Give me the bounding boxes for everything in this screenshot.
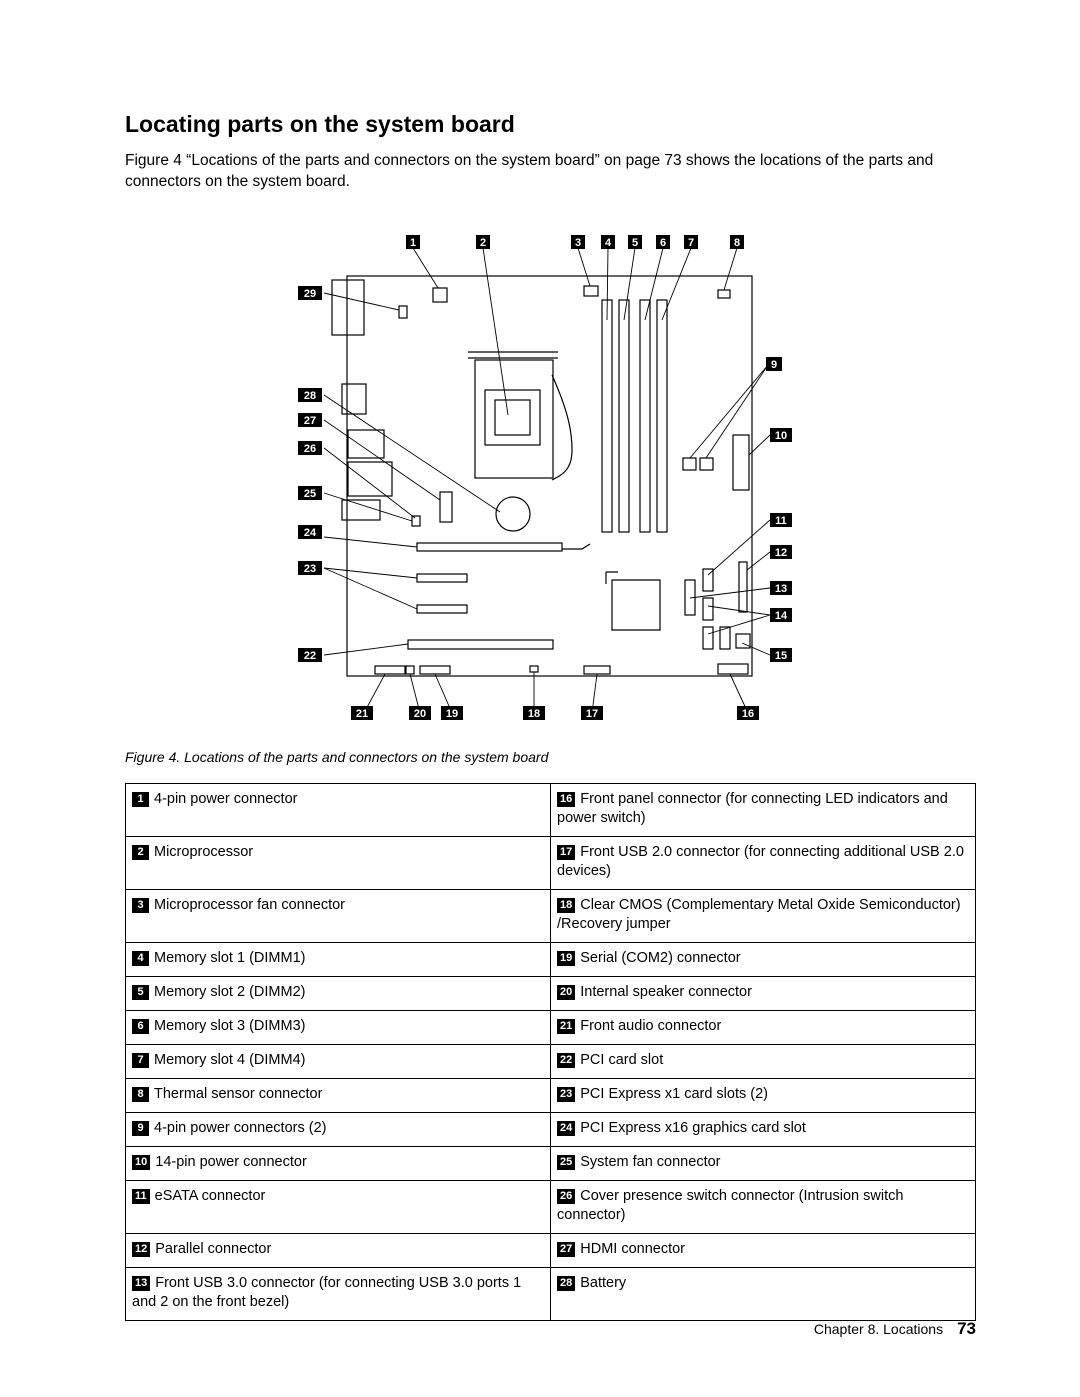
part-description: PCI card slot — [580, 1052, 664, 1068]
part-description: Microprocessor fan connector — [154, 897, 345, 913]
svg-text:6: 6 — [659, 237, 667, 249]
part-cell-left — [126, 1181, 551, 1234]
part-number-badge: 13 — [132, 1276, 150, 1291]
callout-14 — [770, 608, 792, 622]
part-number-badge: 17 — [557, 845, 575, 860]
part-number-badge: 5 — [132, 985, 149, 1000]
part-number-badge: 3 — [132, 898, 149, 913]
page-footer — [814, 1319, 976, 1339]
svg-text:19: 19 — [445, 708, 459, 720]
part-cell-left — [126, 1234, 551, 1268]
part-cell-right — [551, 1268, 976, 1321]
callout-12 — [770, 545, 792, 559]
part-number-badge: 4 — [132, 951, 149, 966]
system-board-diagram — [290, 230, 800, 730]
part-number-badge: 2 — [132, 845, 149, 860]
table-row — [126, 1079, 976, 1113]
svg-text:1: 1 — [409, 237, 417, 249]
part-description: HDMI connector — [580, 1241, 686, 1257]
part-cell-left — [126, 837, 551, 890]
svg-text:7: 7 — [687, 237, 695, 249]
callout-6 — [656, 235, 670, 249]
table-row — [126, 1045, 976, 1079]
svg-text:27: 27 — [303, 415, 317, 427]
part-description: PCI Express x1 card slots (2) — [580, 1086, 768, 1102]
part-description: 14-pin power connector — [155, 1154, 307, 1170]
svg-text:18: 18 — [527, 708, 541, 720]
svg-text:4: 4 — [604, 237, 612, 249]
callout-28 — [298, 388, 322, 402]
part-cell-right — [551, 1011, 976, 1045]
part-description: Front audio connector — [580, 1018, 722, 1034]
part-cell-right — [551, 943, 976, 977]
part-description: Memory slot 2 (DIMM2) — [154, 984, 306, 1000]
part-number-badge: 6 — [132, 1019, 149, 1034]
table-row — [126, 943, 976, 977]
part-description: Clear CMOS (Complementary Metal Oxide Semiconductor) /Recovery jumper — [557, 897, 961, 932]
table-row — [126, 977, 976, 1011]
part-cell-left — [126, 784, 551, 837]
callout-1 — [406, 235, 420, 249]
part-number-badge: 18 — [557, 898, 575, 913]
part-description: Front USB 2.0 connector (for connecting additional USB 2.0 devices) — [557, 844, 964, 879]
part-description: Cover presence switch connector (Intrusion switch connector) — [557, 1188, 904, 1223]
part-description: PCI Express x16 graphics card slot — [580, 1120, 806, 1136]
table-row — [126, 890, 976, 943]
part-cell-right — [551, 1045, 976, 1079]
part-cell-right — [551, 890, 976, 943]
part-cell-right — [551, 1113, 976, 1147]
part-cell-left — [126, 977, 551, 1011]
part-description: 4-pin power connector — [154, 791, 298, 807]
svg-text:10: 10 — [774, 430, 788, 442]
callout-22 — [298, 648, 322, 662]
table-row — [126, 1113, 976, 1147]
part-number-badge: 10 — [132, 1155, 150, 1170]
svg-text:14: 14 — [774, 610, 788, 622]
callout-15 — [770, 648, 792, 662]
part-description: Front USB 3.0 connector (for connecting USB 3.0 ports 1 and 2 on the front bezel) — [132, 1275, 522, 1310]
parts-table — [125, 783, 976, 1321]
part-number-badge: 21 — [557, 1019, 575, 1034]
part-number-badge: 20 — [557, 985, 575, 1000]
svg-text:12: 12 — [774, 547, 788, 559]
callout-5 — [628, 235, 642, 249]
part-number-badge: 26 — [557, 1189, 575, 1204]
callout-7 — [684, 235, 698, 249]
table-row — [126, 837, 976, 890]
part-number-badge: 7 — [132, 1053, 149, 1068]
svg-text:24: 24 — [303, 527, 317, 539]
svg-text:23: 23 — [303, 563, 317, 575]
callout-27 — [298, 413, 322, 427]
footer-chapter: Chapter 8. Locations — [813, 1321, 944, 1337]
callout-4 — [601, 235, 615, 249]
part-description: 4-pin power connectors (2) — [154, 1120, 327, 1136]
svg-text:22: 22 — [303, 650, 317, 662]
svg-text:28: 28 — [303, 390, 317, 402]
svg-text:20: 20 — [413, 708, 427, 720]
part-description: Memory slot 4 (DIMM4) — [154, 1052, 306, 1068]
system-board-figure — [290, 230, 800, 730]
part-number-badge: 16 — [557, 792, 575, 807]
svg-text:8: 8 — [733, 237, 741, 249]
callout-18 — [523, 706, 545, 720]
table-row — [126, 1181, 976, 1234]
callout-3 — [571, 235, 585, 249]
part-cell-left — [126, 1113, 551, 1147]
part-number-badge: 24 — [557, 1121, 575, 1136]
table-row — [126, 1268, 976, 1321]
part-cell-left — [126, 1268, 551, 1321]
part-number-badge: 22 — [557, 1053, 575, 1068]
part-description: Front panel connector (for connecting LED indicators and power switch) — [557, 791, 948, 826]
svg-text:29: 29 — [303, 288, 317, 300]
table-row — [126, 1011, 976, 1045]
part-description: Thermal sensor connector — [154, 1086, 323, 1102]
svg-text:15: 15 — [774, 650, 788, 662]
part-number-badge: 19 — [557, 951, 575, 966]
svg-text:26: 26 — [303, 443, 317, 455]
callout-25 — [298, 486, 322, 500]
part-description: Memory slot 1 (DIMM1) — [154, 950, 306, 966]
svg-text:5: 5 — [631, 237, 639, 249]
part-cell-left — [126, 1011, 551, 1045]
part-description: Memory slot 3 (DIMM3) — [154, 1018, 306, 1034]
part-number-badge: 11 — [132, 1189, 150, 1204]
callout-23 — [298, 561, 322, 575]
callout-2 — [476, 235, 490, 249]
callout-10 — [770, 428, 792, 442]
callout-26 — [298, 441, 322, 455]
callout-11 — [770, 513, 792, 527]
svg-text:13: 13 — [774, 583, 788, 595]
part-cell-left — [126, 890, 551, 943]
part-cell-right — [551, 977, 976, 1011]
svg-text:3: 3 — [574, 237, 582, 249]
part-number-badge: 12 — [132, 1242, 150, 1257]
board-outline — [347, 276, 752, 676]
part-number-badge: 28 — [557, 1276, 575, 1291]
part-number-badge: 25 — [557, 1155, 575, 1170]
part-number-badge: 23 — [557, 1087, 575, 1102]
part-cell-right — [551, 1181, 976, 1234]
part-cell-left — [126, 1079, 551, 1113]
part-description: Microprocessor — [154, 844, 254, 860]
svg-text:2: 2 — [479, 237, 487, 249]
part-cell-left — [126, 1147, 551, 1181]
part-description: eSATA connector — [154, 1188, 266, 1204]
part-cell-right — [551, 1079, 976, 1113]
part-description: Internal speaker connector — [580, 984, 752, 1000]
callout-13 — [770, 581, 792, 595]
svg-text:21: 21 — [355, 708, 369, 720]
table-row — [126, 784, 976, 837]
svg-text:9: 9 — [770, 359, 778, 371]
callout-29 — [298, 286, 322, 300]
part-description: Serial (COM2) connector — [580, 950, 741, 966]
callout-16 — [737, 706, 759, 720]
svg-text:17: 17 — [585, 708, 599, 720]
intro-paragraph: Figure 4 “Locations of the parts and connectors on the system board” on page 73 shows the locations of the parts and connectors on the system board. — [125, 152, 934, 190]
part-cell-right — [551, 837, 976, 890]
part-number-badge: 27 — [557, 1242, 575, 1257]
part-cell-left — [126, 1045, 551, 1079]
page-title: Locating parts on the system board — [125, 111, 515, 137]
part-description: Battery — [580, 1275, 627, 1291]
table-row — [126, 1147, 976, 1181]
part-cell-right — [551, 1234, 976, 1268]
part-number-badge: 1 — [132, 792, 149, 807]
part-description: System fan connector — [580, 1154, 721, 1170]
callout-21 — [351, 706, 373, 720]
callout-19 — [441, 706, 463, 720]
part-number-badge: 9 — [132, 1121, 149, 1136]
svg-text:16: 16 — [741, 708, 755, 720]
part-number-badge: 8 — [132, 1087, 149, 1102]
part-cell-left — [126, 943, 551, 977]
part-cell-right — [551, 1147, 976, 1181]
callout-17 — [581, 706, 603, 720]
callout-9 — [766, 357, 782, 371]
callout-24 — [298, 525, 322, 539]
table-row — [126, 1234, 976, 1268]
callout-20 — [409, 706, 431, 720]
part-cell-right — [551, 784, 976, 837]
part-description: Parallel connector — [155, 1241, 272, 1257]
figure-caption: Figure 4. Locations of the parts and connectors on the system board — [125, 749, 549, 765]
page-number: 73 — [957, 1319, 976, 1338]
callout-8 — [730, 235, 744, 249]
svg-text:11: 11 — [775, 515, 787, 527]
svg-text:25: 25 — [303, 488, 317, 500]
